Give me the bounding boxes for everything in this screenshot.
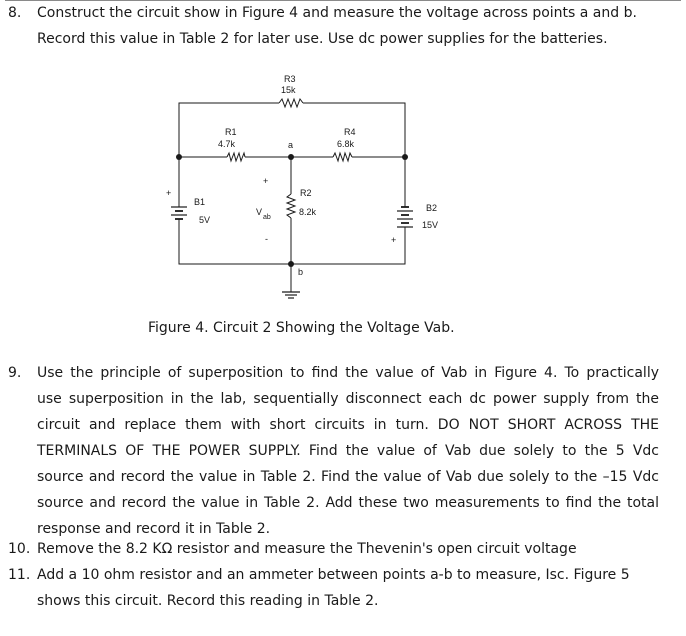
item-number: 9. <box>8 365 22 381</box>
r1-label: R1 <box>225 127 237 137</box>
text-line: source and record the value in Table 2. Find the value of Vab due solely to the –15 Vdc <box>37 469 659 485</box>
b2-value: 15V <box>422 220 439 230</box>
node-a-label: a <box>288 140 294 150</box>
text-line: TERMINALS OF THE POWER SUPPLY. Find the value of Vab due solely to the 5 Vdc <box>37 443 659 459</box>
b1-plus-label: + <box>166 188 172 198</box>
instruction-10-text <box>37 536 659 562</box>
figure-caption: Figure 4. Circuit 2 Showing the Voltage Vab. <box>148 320 455 336</box>
r3-label: R3 <box>284 74 296 84</box>
r3-value: 15k <box>281 85 296 95</box>
r1-resistor <box>227 153 245 161</box>
r2-label: R2 <box>300 188 312 198</box>
text-line: shows this circuit. Record this reading in Table 2. <box>37 593 379 609</box>
instruction-9-text <box>37 360 659 542</box>
junction-dot-b <box>288 261 294 267</box>
junction-dot-a <box>288 154 294 160</box>
battery-b2 <box>397 207 413 235</box>
text-line: Construct the circuit show in Figure 4 and measure the voltage across points a and b. <box>37 5 637 21</box>
b2-label: B2 <box>426 203 438 213</box>
r4-value: 6.8k <box>337 139 355 149</box>
text-line: Use the principle of superposition to find the value of Vab in Figure 4. To practically <box>37 365 659 381</box>
item-number: 8. <box>8 5 22 21</box>
r2-value: 8.2k <box>299 207 317 217</box>
battery-b1 <box>171 207 187 230</box>
junction-dot <box>402 154 408 160</box>
b1-value: 5V <box>199 215 211 225</box>
b1-label: B1 <box>194 197 206 207</box>
text-line: Record this value in Table 2 for later use. Use dc power supplies for the batteries. <box>37 31 608 47</box>
item-number: 11. <box>8 567 31 583</box>
vab-v-label: V <box>256 207 263 217</box>
vab-subscript: ab <box>263 214 271 221</box>
text-line: source and record the value in Table 2. Add these two measurements to find the total <box>37 495 659 511</box>
instruction-11-text <box>37 562 659 614</box>
junction-dot <box>176 154 182 160</box>
text-line: use superposition in the lab, sequentially disconnect each dc power supply from the <box>37 391 659 407</box>
r3-resistor <box>279 99 303 107</box>
r4-resistor <box>333 153 352 161</box>
text-line: response and record it in Table 2. <box>37 521 271 537</box>
r1-value: 4.7k <box>218 139 236 149</box>
r4-label: R4 <box>344 127 356 137</box>
b2-plus-label: + <box>391 235 397 245</box>
vab-minus-label: - <box>265 234 268 244</box>
node-b-label: b <box>298 267 304 277</box>
text-line: Add a 10 ohm resistor and an ammeter between points a-b to measure, Isc. Figure 5 <box>37 567 630 583</box>
text-line: Remove the 8.2 KΩ resistor and measure the Thevenin's open circuit voltage <box>37 541 577 557</box>
item-number: 10. <box>8 541 31 557</box>
r2-resistor <box>287 194 295 218</box>
ground-symbol <box>282 292 300 298</box>
vab-plus-label: + <box>263 176 269 186</box>
text-line: circuit and replace them with short circuits in turn. DO NOT SHORT ACROSS THE <box>37 417 659 433</box>
